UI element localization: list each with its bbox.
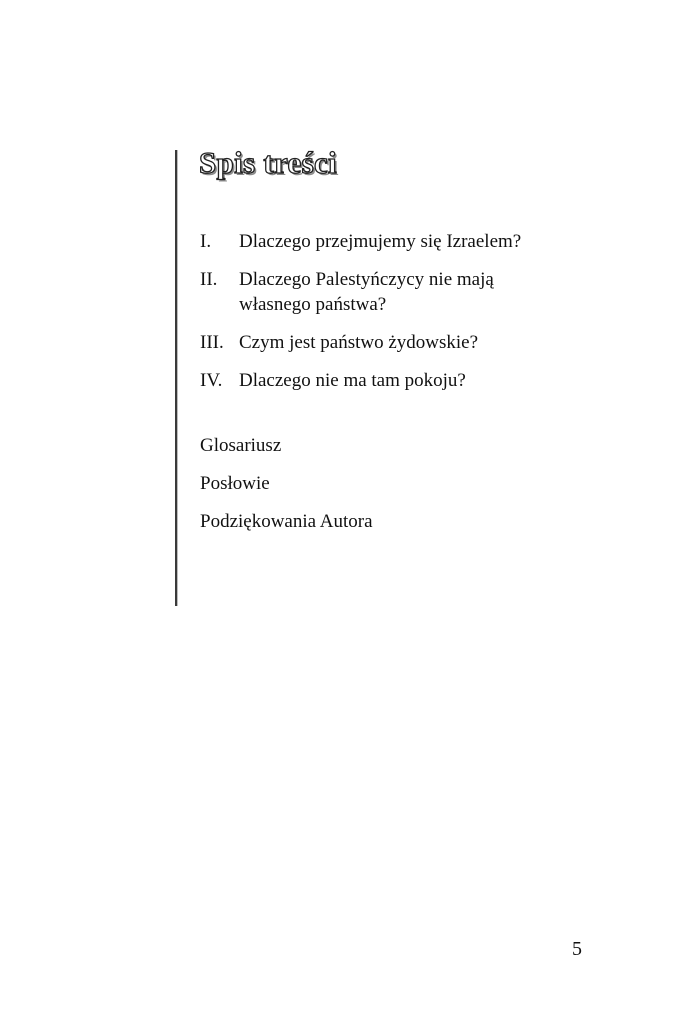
chapter-number: IV. [200, 370, 223, 391]
chapter-title: Dlaczego przejmujemy się Izraelem? [239, 231, 522, 252]
toc-title: Spis treści [199, 145, 337, 180]
chapter-entry-1 [200, 229, 600, 254]
chapter-number: III. [200, 332, 224, 353]
chapter-entry-3 [200, 330, 600, 355]
back-matter-glossary: Glosariusz [200, 435, 282, 456]
chapter-entry-4 [200, 368, 600, 393]
chapter-title-line-1: Dlaczego Palestyńczycy nie mają [239, 269, 494, 290]
back-matter-acknowledgements: Podziękowania Autora [200, 511, 373, 532]
chapter-number: I. [200, 231, 212, 252]
page-number: 5 [572, 938, 582, 960]
vertical-rule-shadow [177, 150, 178, 606]
chapter-entry-2 [200, 267, 600, 317]
chapter-title-line-2: własnego państwa? [239, 294, 387, 315]
chapter-list [200, 229, 600, 406]
chapter-number: II. [200, 269, 218, 290]
chapter-title: Dlaczego nie ma tam pokoju? [239, 370, 466, 391]
chapter-title: Czym jest państwo żydowskie? [239, 332, 479, 353]
back-matter-afterword: Posłowie [200, 473, 270, 494]
back-matter-list [200, 433, 373, 547]
